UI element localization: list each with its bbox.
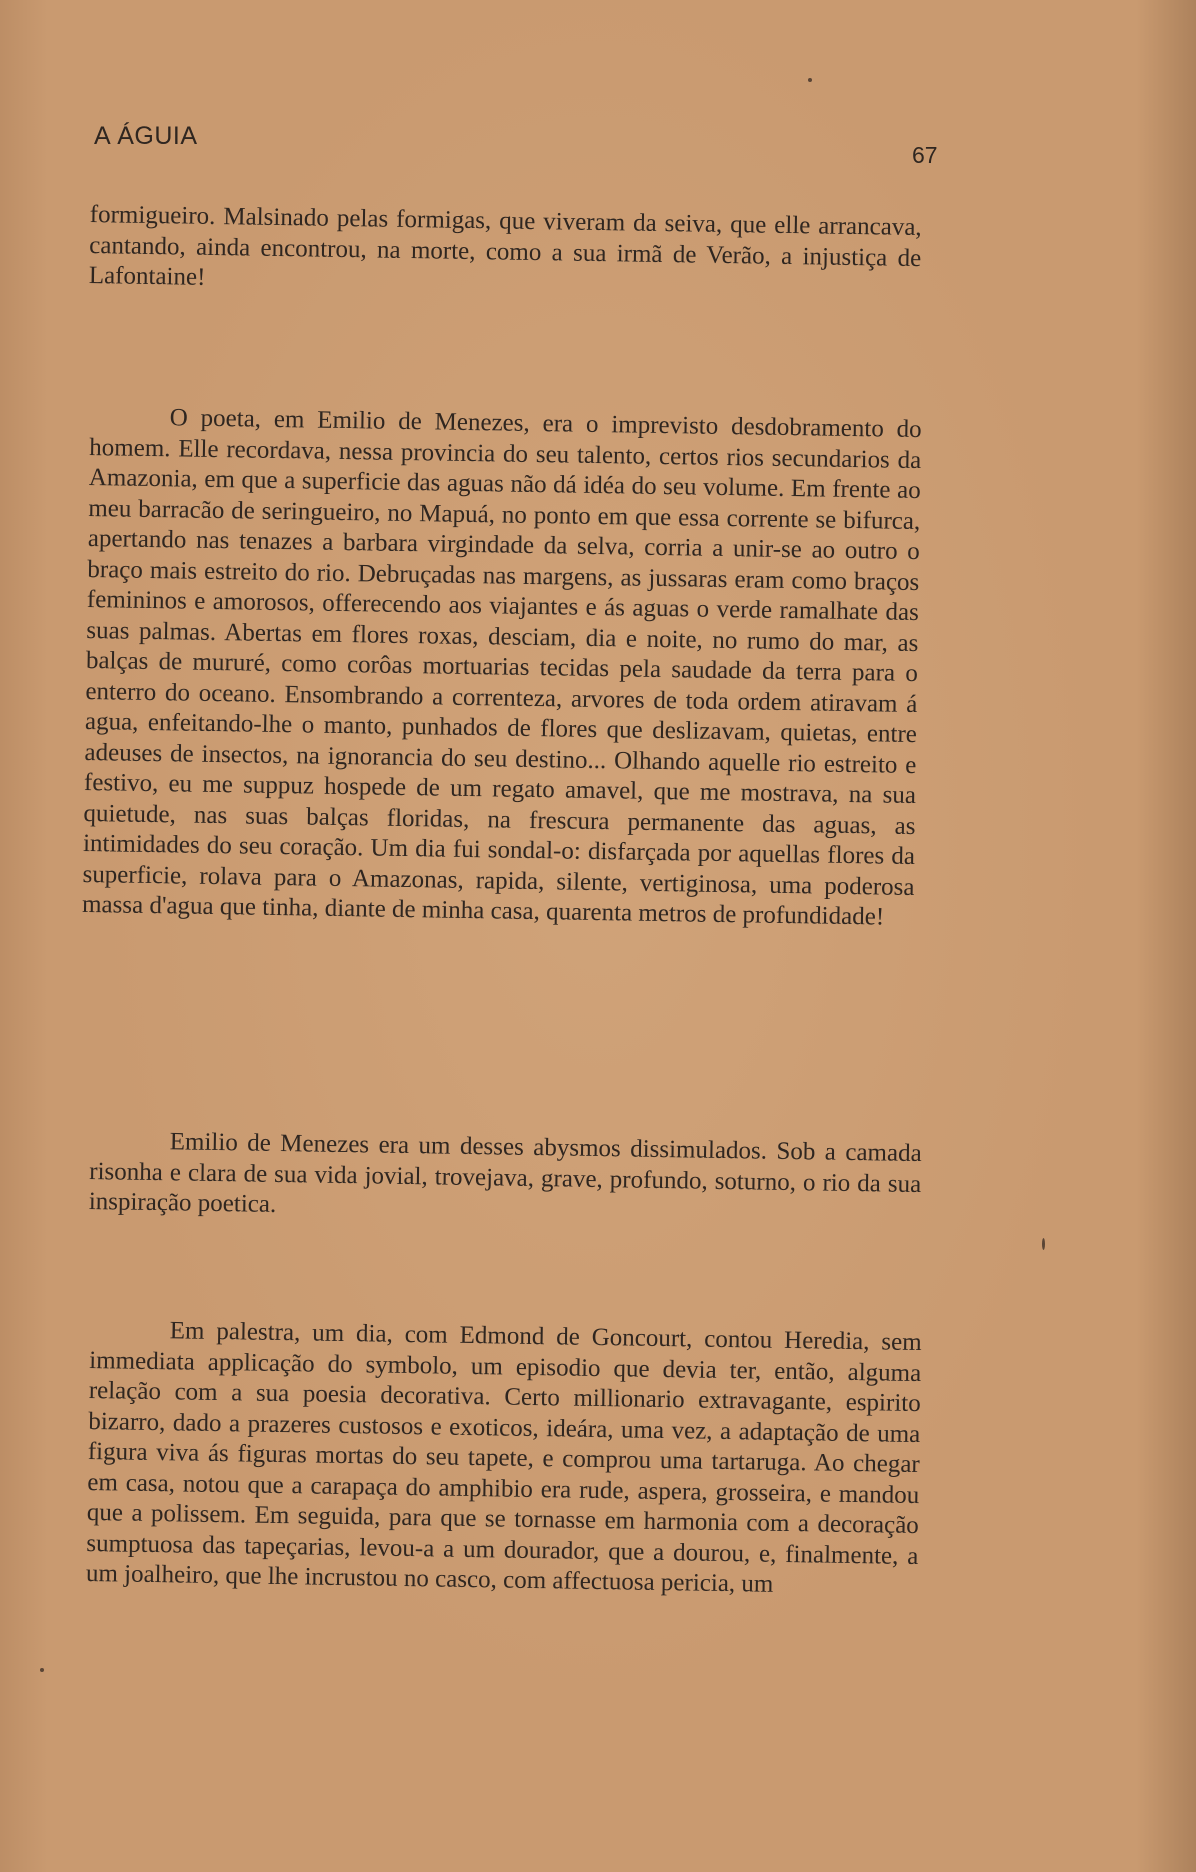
running-head: A ÁGUIA	[94, 122, 198, 150]
paragraph-2: O poeta, em Emilio de Menezes, era o imprevisto desdobramento do homem. Elle recordava, nessa provincia do seu talento, certos rios secundarios da Amazonia, em que a superficie das aguas não dá idéa do seu volume. Em frente ao meu barracão de seringueiro, no Mapuá, no ponto em que essa corrente se bifurca, apertando nas tenazes a barbara virgindade da selva, corria a unir-se ao outro o braço mais estreito do rio. Debruçadas nas margens, as jussaras eram como braços femininos e amorosos, offerecendo aos viajantes e ás aguas o verde ramalhate das suas palmas. Abertas em flores roxas, desciam, dia e noite, no rumo do mar, as balças de mururé, como corôas mortuarias tecidas pela saudade da terra para o enterro do oceano. Ensombrando a correnteza, arvores de toda ordem atiravam á agua, enfeitando-lhe o manto, punhados de flores que deslizavam, quietas, entre adeuses de insectos, na ignorancia do seu destino... Olhando aquelle rio estreito e festivo, eu me suppuz hospede de um regato amavel, que me mostrava, na sua quietude, nas suas balças floridas, na frescura permanente das aguas, as intimidades do seu coração. Um dia fui sondal-o: disfarçada por aquellas flores da superficie, rolava para o Amazonas, rapida, silente, vertiginosa, uma poderosa massa d'agua que tinha, diante de minha casa, quarenta metros de profundidade!	[81, 404, 922, 931]
paragraph-3: Emilio de Menezes era um desses abysmos dissimulados. Sob a camada risonha e clara de sua vida jovial, trovejava, grave, profundo, soturno, o rio da sua inspiração poetica.	[88, 1128, 922, 1218]
paragraph-4: Em palestra, um dia, com Edmond de Goncourt, contou Heredia, sem immediata applicação do symbolo, um episodio que devia ter, então, alguma relação com a sua poesia decorativa. Certo millionario extravagante, espirito bizarro, dado a prazeres custosos e exoticos, ideára, uma vez, a adaptação de uma figura viva ás figuras mortas do seu tapete, e comprou uma tartaruga. Ao chegar em casa, notou que a carapaça do amphibio era rude, aspera, grosseira, e mandou que a polissem. Em seguida, para que se tornasse em harmonia com a decoração sumptuosa das tapeçarias, levou-a a um dourador, que a dourou, e, finalmente, a um joalheiro, que lhe incrustou no casco, com affectuosa pericia, um	[85, 1317, 922, 1598]
paper-speck	[808, 78, 812, 82]
page-number: 67	[912, 142, 938, 168]
paragraph-1: formigueiro. Malsinado pelas formigas, que viveram da seiva, que elle arrancava, cantando, ainda encontrou, na morte, como a sua irmã de Verão, a injustiça de Lafontaine!	[88, 200, 922, 291]
paper-speck	[1042, 1238, 1045, 1250]
paper-speck	[40, 1668, 44, 1672]
